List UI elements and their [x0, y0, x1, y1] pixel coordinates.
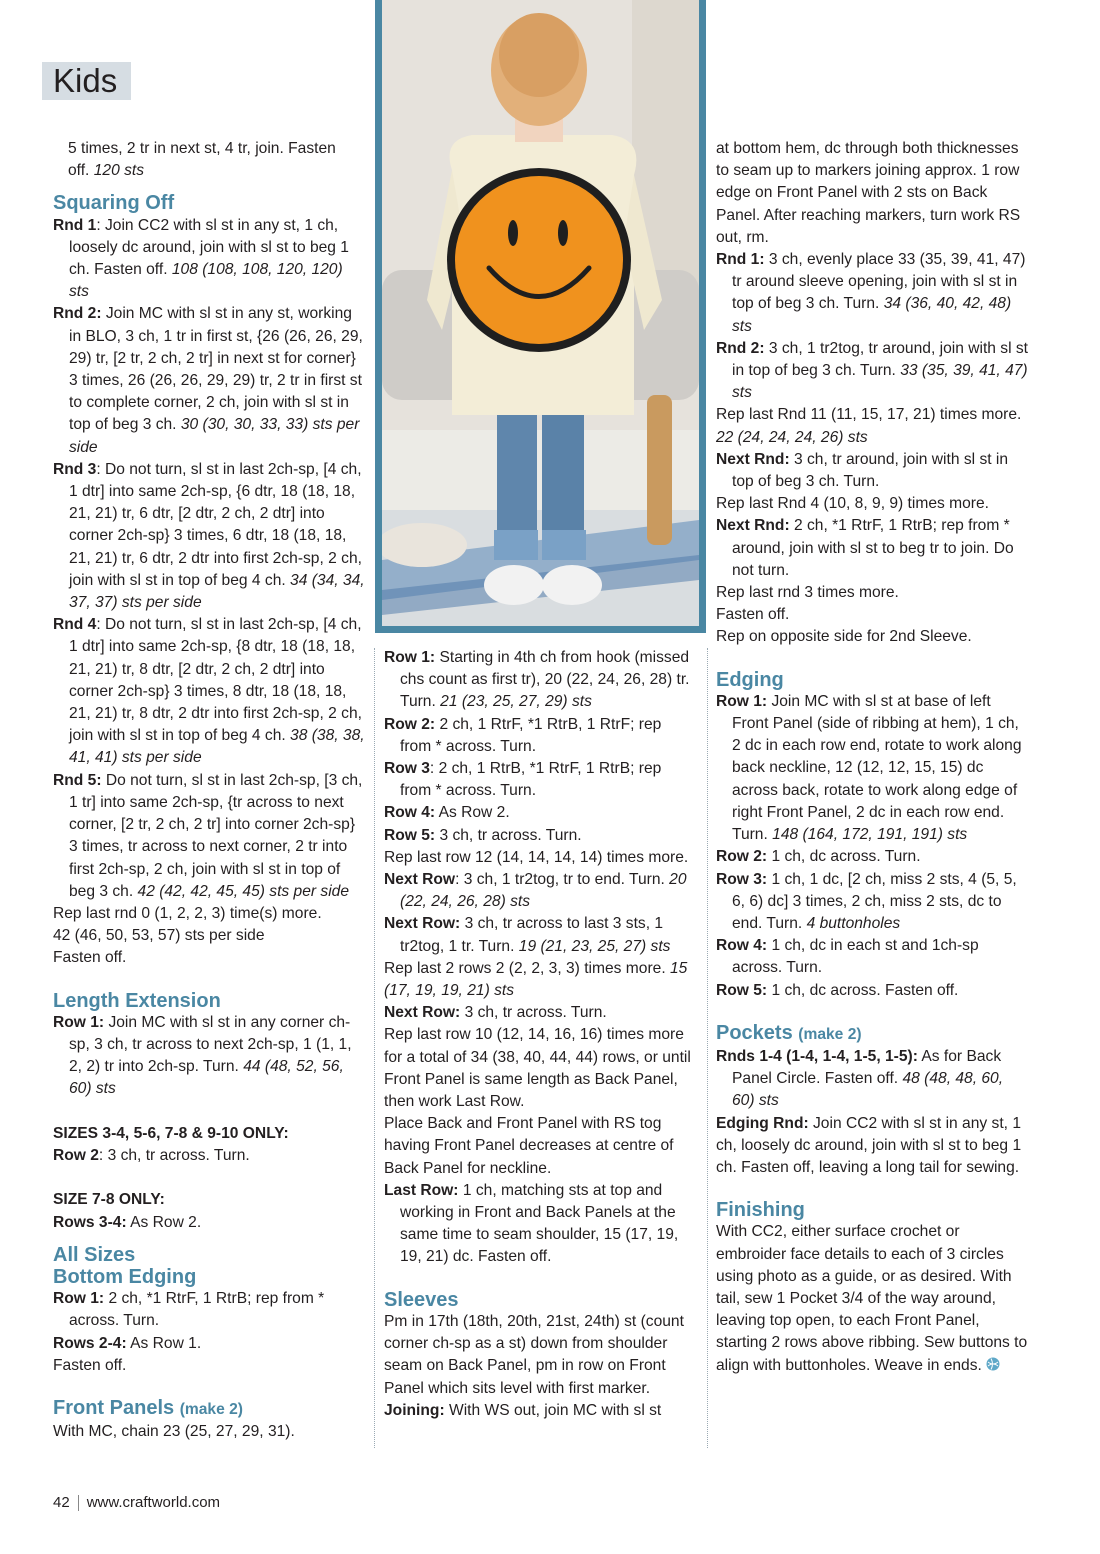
- instruction-row1: Row 1: Starting in 4th ch from hook (missed chs count as first tr), 20 (22, 24, 26, 28) tr. Turn. 21 (23, 25, 27, 29) sts: [384, 649, 690, 711]
- size-7-8-note: SIZE 7-8 ONLY:: [53, 1191, 165, 1209]
- instruction-fasten-off: Fasten off.: [53, 949, 127, 967]
- instruction-rnd5: Rnd 5: Do not turn, sl st in last 2ch-sp, [3 ch, 1 tr] into same 2ch-sp, {tr across to next corner, [2 tr, 2 ch, 2 tr] into corner 2ch-sp} 3 times, tr across to next corner, 2 tr into first 2ch-sp, 2 ch, join with sl st in top of beg 3 ch. 42 (42, 42, 45, 45) sts per side: [53, 771, 363, 900]
- heading-bottom-edging: Bottom Edging: [53, 1265, 197, 1288]
- section-tab: [42, 62, 131, 100]
- instruction-finishing: With CC2, either surface crochet or embroider face details to each of 3 circles using photo as a guide, or as desired. With tail, sew 1 Pocket 3/4 of the way around, leaving top open, to each Front Panel, starting 2 rows above ribbing. Sew buttons to align with buttonholes. Weave in ends.: [716, 1223, 1028, 1374]
- heading-squaring-off: Squaring Off: [53, 192, 175, 215]
- instruction-be-fasten: Fasten off.: [53, 1356, 127, 1374]
- heading-pockets: Pockets (make 2): [716, 1021, 862, 1044]
- instruction-edging-row4: Row 4: 1 ch, dc in each st and 1ch-sp across. Turn.: [716, 937, 979, 977]
- instruction-sleeve-next2: Next Rnd: 2 ch, *1 RtrF, 1 RtrB; rep from * around, join with sl st to beg tr to join. Do not turn.: [716, 517, 1014, 579]
- instruction-next1: Next Row: 3 ch, 1 tr2tog, tr to end. Turn. 20 (22, 24, 26, 28) sts: [384, 871, 687, 911]
- column-left: [53, 138, 365, 1443]
- instruction-sleeve-rep2: Rep last Rnd 4 (10, 8, 9, 9) times more.: [716, 495, 990, 513]
- column-middle: [384, 647, 696, 1422]
- instruction-edging-row2: Row 2: 1 ch, dc across. Turn.: [716, 848, 921, 866]
- instruction-place: Place Back and Front Panel with RS tog having Front Panel decreases at centre of Back Panel for neckline.: [384, 1115, 674, 1177]
- instruction-be-rows24: Rows 2-4: As Row 1.: [53, 1334, 202, 1352]
- instruction-be-row1: Row 1: 2 ch, *1 RtrF, 1 RtrB; rep from * across. Turn.: [53, 1290, 325, 1330]
- instruction-joining: Joining: With WS out, join MC with sl st: [384, 1401, 662, 1419]
- instruction-sleeve-fasten: Fasten off.: [716, 606, 790, 624]
- instruction-rep2: Rep last 2 rows 2 (2, 2, 3, 3) times more. 15 (17, 19, 19, 21) sts: [384, 959, 688, 1000]
- instruction-sleeve-rep1: Rep last Rnd 11 (11, 15, 17, 21) times more. 22 (24, 24, 24, 26) sts: [716, 406, 1022, 446]
- instruction-rep1: Rep last row 12 (14, 14, 14, 14) times more.: [384, 848, 689, 866]
- instruction-row2: Row 2: 2 ch, 1 RtrF, *1 RtrB, 1 RtrF; rep from * across. Turn.: [384, 715, 662, 755]
- instruction-row4: Row 4: As Row 2.: [384, 804, 510, 822]
- heading-sleeves: Sleeves: [384, 1288, 459, 1311]
- section-tab-label: Kids: [53, 62, 118, 99]
- instruction-le-rows34: Rows 3-4: As Row 2.: [53, 1213, 202, 1231]
- instruction-last-row: Last Row: 1 ch, matching sts at top and working in Front and Back Panels at the same time to seam shoulder, 15 (17, 19, 19, 21) dc. Fasten off.: [384, 1181, 679, 1266]
- heading-finishing: Finishing: [716, 1199, 805, 1222]
- instruction-pocket-edging: Edging Rnd: Join CC2 with sl st in any st, 1 ch, loosely dc around, join with sl st to beg 1 ch. Fasten off, leaving a long tail for sewing.: [716, 1114, 1022, 1176]
- sizes-note: SIZES 3-4, 5-6, 7-8 & 9-10 ONLY:: [53, 1124, 289, 1142]
- instruction-next3: Next Row: 3 ch, tr across. Turn.: [384, 1004, 607, 1022]
- page-footer: [53, 1494, 220, 1511]
- heading-all-sizes: All Sizes: [53, 1243, 136, 1266]
- instruction-le-row1: Row 1: Join MC with sl st in any corner ch-sp, 3 ch, tr across to next 2ch-sp, 1 (1, 1, 2, 2) tr into 2ch-sp. Turn. 44 (48, 52, 56, 60) sts: [53, 1013, 352, 1098]
- instruction-sleeve-rep3: Rep last rnd 3 times more.: [716, 584, 899, 602]
- instruction-edging-row1: Row 1: Join MC with sl st at base of left Front Panel (side of ribbing at hem), 1 ch, 2 dc in each row end, rotate to work along back neckline, 12 (12, 12, 15, 15) dc across back, rotate to work along edge of right Front Panel, 2 dc in each row end. Turn. 148 (164, 172, 191, 191) sts: [716, 692, 1022, 844]
- instruction-rep3: Rep last row 10 (12, 14, 16, 16) times more for a total of 34 (38, 40, 44, 44) rows, or until Front Panel is same length as Back Panel, then work Last Row.: [384, 1026, 691, 1111]
- instruction-row5: Row 5: 3 ch, tr across. Turn.: [384, 826, 582, 844]
- instruction-sleeve-rnd1: Rnd 1: 3 ch, evenly place 33 (35, 39, 41, 47) tr around sleeve opening, join with sl st in top of beg 3 ch. Turn. 34 (36, 40, 42, 48) sts: [716, 251, 1026, 335]
- instruction-row3: Row 3: 2 ch, 1 RtrB, *1 RtrF, 1 RtrB; rep from * across. Turn.: [384, 760, 662, 800]
- website-link[interactable]: www.craftworld.com: [86, 1494, 221, 1511]
- instruction-rnd4: Rnd 4: Do not turn, sl st in last 2ch-sp, [4 ch, 1 dtr] into same 2ch-sp, {8 dtr, 18 (18, 18, 21, 21) tr, 8 dtr, [2 dtr, 2 ch, 2 dtr] into corner 2ch-sp} 3 times, 8 dtr, 18 (18, 18, 21, 21) tr, 8 dtr, 2 dtr into first 2ch-sp, 2 ch, join with sl st in top of beg 4 ch. 38 (38, 38, 41, 41) sts per side: [53, 616, 365, 767]
- instruction-next2: Next Row: 3 ch, tr across to last 3 sts, 1 tr2tog, 1 tr. Turn. 19 (21, 23, 25, 27) sts: [384, 915, 671, 955]
- instruction-rep-last: Rep last rnd 0 (1, 2, 2, 3) time(s) more.: [53, 904, 322, 922]
- instruction-joining-continued: at bottom hem, dc through both thicknesses to seam up to markers joining approx. 1 row edge on Front Panel with 2 sts on Back Panel. After reaching markers, turn work RS out, rm.: [716, 140, 1021, 246]
- heading-length-extension: Length Extension: [53, 989, 221, 1012]
- column-right: [716, 138, 1028, 1377]
- instruction-sleeves: Pm in 17th (18th, 20th, 21st, 24th) st (count corner ch-sp as a st) down from shoulder seam on Back Panel, pm in row on Front Panel which sits level with first marker.: [384, 1312, 684, 1397]
- footer-separator: [78, 1495, 79, 1511]
- page-number: 42: [53, 1494, 70, 1511]
- instruction-le-row2: Row 2: 3 ch, tr across. Turn.: [53, 1146, 250, 1164]
- yarn-ball-icon: [986, 1357, 1000, 1374]
- heading-edging: Edging: [716, 668, 784, 691]
- heading-front-panels: Front Panels (make 2): [53, 1396, 243, 1419]
- instruction-pocket-rnds: Rnds 1-4 (1-4, 1-4, 1-5, 1-5): As for Back Panel Circle. Fasten off. 48 (48, 48, 60, 60) sts: [716, 1047, 1004, 1110]
- intro-continued: 5 times, 2 tr in next st, 4 tr, join. Fasten off. 120 sts: [68, 140, 336, 180]
- instruction-front-panels: With MC, chain 23 (25, 27, 29, 31).: [53, 1423, 295, 1441]
- instruction-sleeve-rep-opp: Rep on opposite side for 2nd Sleeve.: [716, 628, 972, 646]
- photo-frame: [375, 0, 706, 633]
- instruction-rep-counts: 42 (46, 50, 53, 57) sts per side: [53, 927, 265, 945]
- instruction-rnd3: Rnd 3: Do not turn, sl st in last 2ch-sp, [4 ch, 1 dtr] into same 2ch-sp, {6 dtr, 18 (18, 18, 21, 21) tr, 6 dtr, [2 dtr, 2 ch, 2 dtr] into corner 2ch-sp} 3 times, 6 dtr, 18 (18, 18, 21, 21) tr, 6 dtr, 2 dtr into first 2ch-sp, 2 ch, join with sl st in top of beg 4 ch. 34 (34, 34, 37, 37) sts per side: [53, 460, 365, 612]
- instruction-edging-row5: Row 5: 1 ch, dc across. Fasten off.: [716, 981, 959, 999]
- instruction-edging-row3: Row 3: 1 ch, 1 dc, [2 ch, miss 2 sts, 4 (5, 5, 6, 6) dc] 3 times, 2 ch, miss 2 sts, dc to end. Turn. 4 buttonholes: [716, 870, 1017, 932]
- instruction-sleeve-next1: Next Rnd: 3 ch, tr around, join with sl st in top of beg 3 ch. Turn.: [716, 450, 1009, 491]
- photo-toddler-smiley-cardigan: [382, 0, 699, 626]
- instruction-rnd1: Rnd 1: Join CC2 with sl st in any st, 1 ch, loosely dc around, join with sl st to beg 1 ch. Fasten off. 108 (108, 108, 120, 120) sts: [53, 216, 349, 301]
- column-divider-right: [707, 648, 708, 1448]
- instruction-sleeve-rnd2: Rnd 2: 3 ch, 1 tr2tog, tr around, join with sl st in top of beg 3 ch. Turn. 33 (35, 39, 41, 47) sts: [716, 339, 1029, 402]
- instruction-rnd2: Rnd 2: Join MC with sl st in any st, working in BLO, 3 ch, 1 tr in first st, {26 (26, 26, 29, 29) tr, [2 tr, 2 ch, 2 tr] in next st for corner} 3 times, 26 (26, 26, 29, 29) tr, 2 tr in first st to complete corner, 2 ch, join with sl st in top of beg 3 ch. 30 (30, 30, 33, 33) sts per side: [53, 305, 363, 456]
- column-divider-left: [374, 648, 375, 1448]
